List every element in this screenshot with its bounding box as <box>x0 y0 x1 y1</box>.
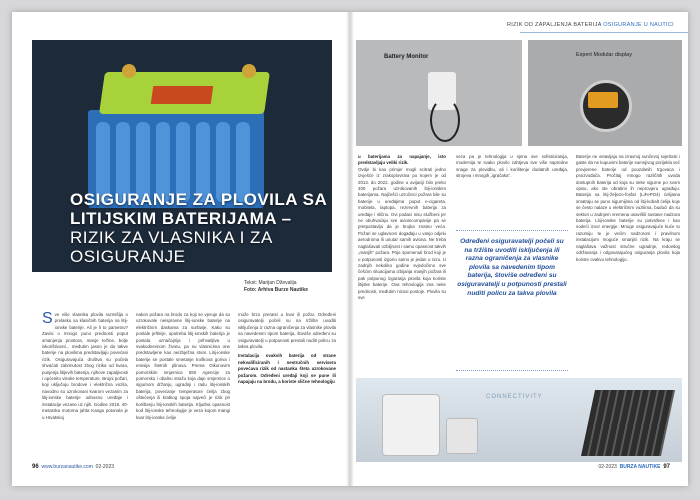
article-column-3 <box>238 312 336 458</box>
column-text: nakon požara na brodu za koji se vjeruje da su uzrokovale neispravne litij-ionske baterije na električnim daskama za surfanje. Kako su postale jeftinije, upotreba litij-ionskih baterija je postala uznačajnija i prihvatljiva u svakodnevnom životu, pa su vlasnicima one predstavljene kao neizbježna stvar. Litij-ionske baterije se postale smetanje troškova goriva i emisija štetnih plinova. Prema Oikonovim pomorskim smjernica 550 Agencije za pomorsku i obalnu stražu koja daje smjernice o sigurnom držanju, ugradnji i radu litij-ionskih baterija, povećanje temperature ćelija zbog oštećenja ili kratkog spoja najveći je rizik pri korištenju litij-ionskih baterija. Kljuđna opasnost kod litij-ionske tehnologije je veza kojom mangi kvar litij-ionske ćelije <box>136 312 230 420</box>
article-column-6 <box>576 154 680 372</box>
modular-display-label: Expert Modular display <box>576 52 632 58</box>
headline-bold: OSIGURANJE ZA PLOVILA SA LITIJSKIM BATERIJAMA – <box>70 190 327 228</box>
right-page <box>350 12 688 486</box>
article-column-1 <box>42 312 128 458</box>
hero-photo <box>32 40 332 272</box>
power-station-device <box>382 394 440 456</box>
article-column-2 <box>136 312 230 458</box>
column-bold-paragraph: Instalacija ovakvih baterija od strane nekvalificiranih i nestručnih servisera povećava rizik od nastanka šteta uzrokovane požarom. Određeni uređaji koji se pune ili napajaju na brodu, a koriste slične tehnologiju <box>238 353 336 385</box>
pullquote-rule-top <box>456 230 568 231</box>
credit-photo: Foto: Arhiva Burze Nautike <box>244 287 308 293</box>
article-credits <box>244 280 308 294</box>
column-bold-paragraph: u baterijama za napajanje, isto predstavljaju veliki rizik. <box>358 154 446 166</box>
battery-pack <box>581 390 675 456</box>
running-head <box>507 22 674 28</box>
running-head-topic: RIZIK OD ZAPALJENJA BATERIJA <box>506 22 602 28</box>
page-number: 96 <box>32 464 39 470</box>
monitor-cable <box>430 98 460 142</box>
battery-monitor-label: Battery Monitor <box>384 54 429 60</box>
column-text: Ovdje bi kao primjer mogli scitrati jedno izvješće iz zrakoplovstva po kojem je od 2013. do 2022. godine u avijaciji bilo preko 400 požara uzrokovanih litij-ionskim baterijama. Najčešći uzročnici požara bile su baterije u uređajima poput e-cigareta, mobitela, laptopa, rezervnih baterija za uređaje i slično. Ovi podaci nisu službeni jer ne obuhvaćaju sve avioincompanije pa se pretpostavlja da je brojka znatno veća. Požari se uglavnom događaju u vanjo odjelu aerodroma ili unutar samih aviona. Ne treba naglašavati ozbiljnost i samu opasnost takvih „manjih“ požara. Prije spomenuti brod koji je u potpunosti izgorio samo je jedan u nizu. U zadnjih nekoliko godine svjedočimo sve češćim situacijama izbijanja manjih požara ili pak potpunog izgaranja plovila koja koriste litijske baterije. Ova tehnologija ima neke prednosti, međutim nizosi postoje. Plovila su sve <box>358 166 446 300</box>
left-footer <box>32 464 114 470</box>
connectivity-label: CONNECTIVITY <box>486 394 543 400</box>
column-text: može brzo preratsi u kvar ili požar. Određeni osiguravatelji počeli su na tržište uvoditi isključenja iz razna ograničenja za vlasnike plovila sa navedenim tipom baterija, štoviše određeni su osiguravatelji u potpunosti prestali nuditi policu za takva plovila. <box>238 312 336 350</box>
issue-number: 02-2023 <box>95 464 115 470</box>
column-text: veća pa je tehnologija u njima sve sofisticiranija, modernija te svako plovilo zahtjeva sve više napredne snage za plovidbu, ali i korištenje dodatnih uređaja, strojeva i mnogih „igračaka“. <box>456 154 568 179</box>
credit-text: Tekst: Marijan Dževalija <box>244 280 297 286</box>
modular-display-photo <box>528 40 682 146</box>
website-link[interactable]: www.burzanautike.com <box>41 464 93 470</box>
column-text: ve više vlasnika plovila razmišlja o prelasku sa klasičnih baterija na litij-ionske baterije. Ali je li to pametno? Zavisi o mnogo puno prednosti poput smanjenja prostora, manje težine, bolje iskorištivosti... međutim jasno je da takve baterije na plovilima predstavljaju povećani rizik. Osiguravajuća društva su počela shvaćati zabrinutost zbog rizika od kvara, punjenja litijevih baterija, njihove zapaljivosti i općenito visoke temperature. Brojni požari, koji uključuju brodove i električna vozila, navodno su uzrokovani kvarom vezanim za litij-ionske baterije odnosno uređaje i instalacije vezane uz njih. Godine 2018. 40-metarska motorna jahta Kanga potonula je u Hrvatskoj <box>42 312 128 420</box>
page-number: 97 <box>663 464 670 470</box>
magazine-name: BURZA NAUTIKE <box>619 464 661 470</box>
running-head-rule <box>520 32 688 33</box>
left-page <box>12 12 350 486</box>
display-screen <box>588 92 618 108</box>
connectivity-photo <box>356 378 682 462</box>
pull-quote: Određeni osiguravatelji počeli su na tržište uvoditi isključenja ili razna ograničenja za vlasnike plovila sa navedenim tipom baterija, štoviše određeni su osiguravatelji u potpunosti prestali nuditi policu za takva plovila <box>457 238 567 297</box>
issue-number: 02-2023 <box>598 464 617 470</box>
battery-terminal <box>242 64 256 78</box>
pullquote-rule-bottom <box>456 370 568 371</box>
article-column-4 <box>358 154 446 372</box>
right-footer <box>598 464 670 470</box>
battery-label <box>151 86 214 104</box>
column-text: Baterije ne ostavljaju na izravnoj sunčevoj svjetlosti i gaste da ne kupuvimi baterije sumnjivog porijekla već provjerene baterije od pouzdanih trgovaca i proizvođača. Pročitaj mnogo različitih uvoda dostupnih baterija od koja su neke sigurne po svom opisu, ako ste obratimi ih neprovjeru ugrađuju. Baterija sa litij-željezo-fosfat (LiFePO4) ćelijama smatraju se puno sigurnijima od litij-kobalt ćelija koje se često nalaze u električnim vozilima, budući da su sektori u zadnjem vremena usavršili sustave nadzora baterija. Litij-ionske baterije su potvrđene i kao vodeći izvor energije. Mnoge osiguravajuće kuće to razumiju te je većim nadzorom i pravilnom instalacijom moguće smanjiti rizik. Na kraju se naglašava važnost stručne ugradnje, redovitog održavanja i odgovarajućeg osiguranja plovila koja koriste ovakvu tehnologiju. <box>576 154 680 262</box>
battery-terminal <box>122 64 136 78</box>
headline-thin: RIZIK ZA VLASNIKA I ZA OSIGURANJE <box>70 228 272 266</box>
small-device <box>446 418 478 454</box>
article-column-5 <box>456 154 568 224</box>
drop-cap: S <box>42 312 53 327</box>
running-head-section: OSIGURANJE U NAUTICI <box>603 22 674 28</box>
magazine-spread <box>12 12 688 486</box>
page-gutter <box>346 12 354 486</box>
battery-monitor-photo <box>356 40 522 146</box>
article-headline <box>70 190 332 266</box>
